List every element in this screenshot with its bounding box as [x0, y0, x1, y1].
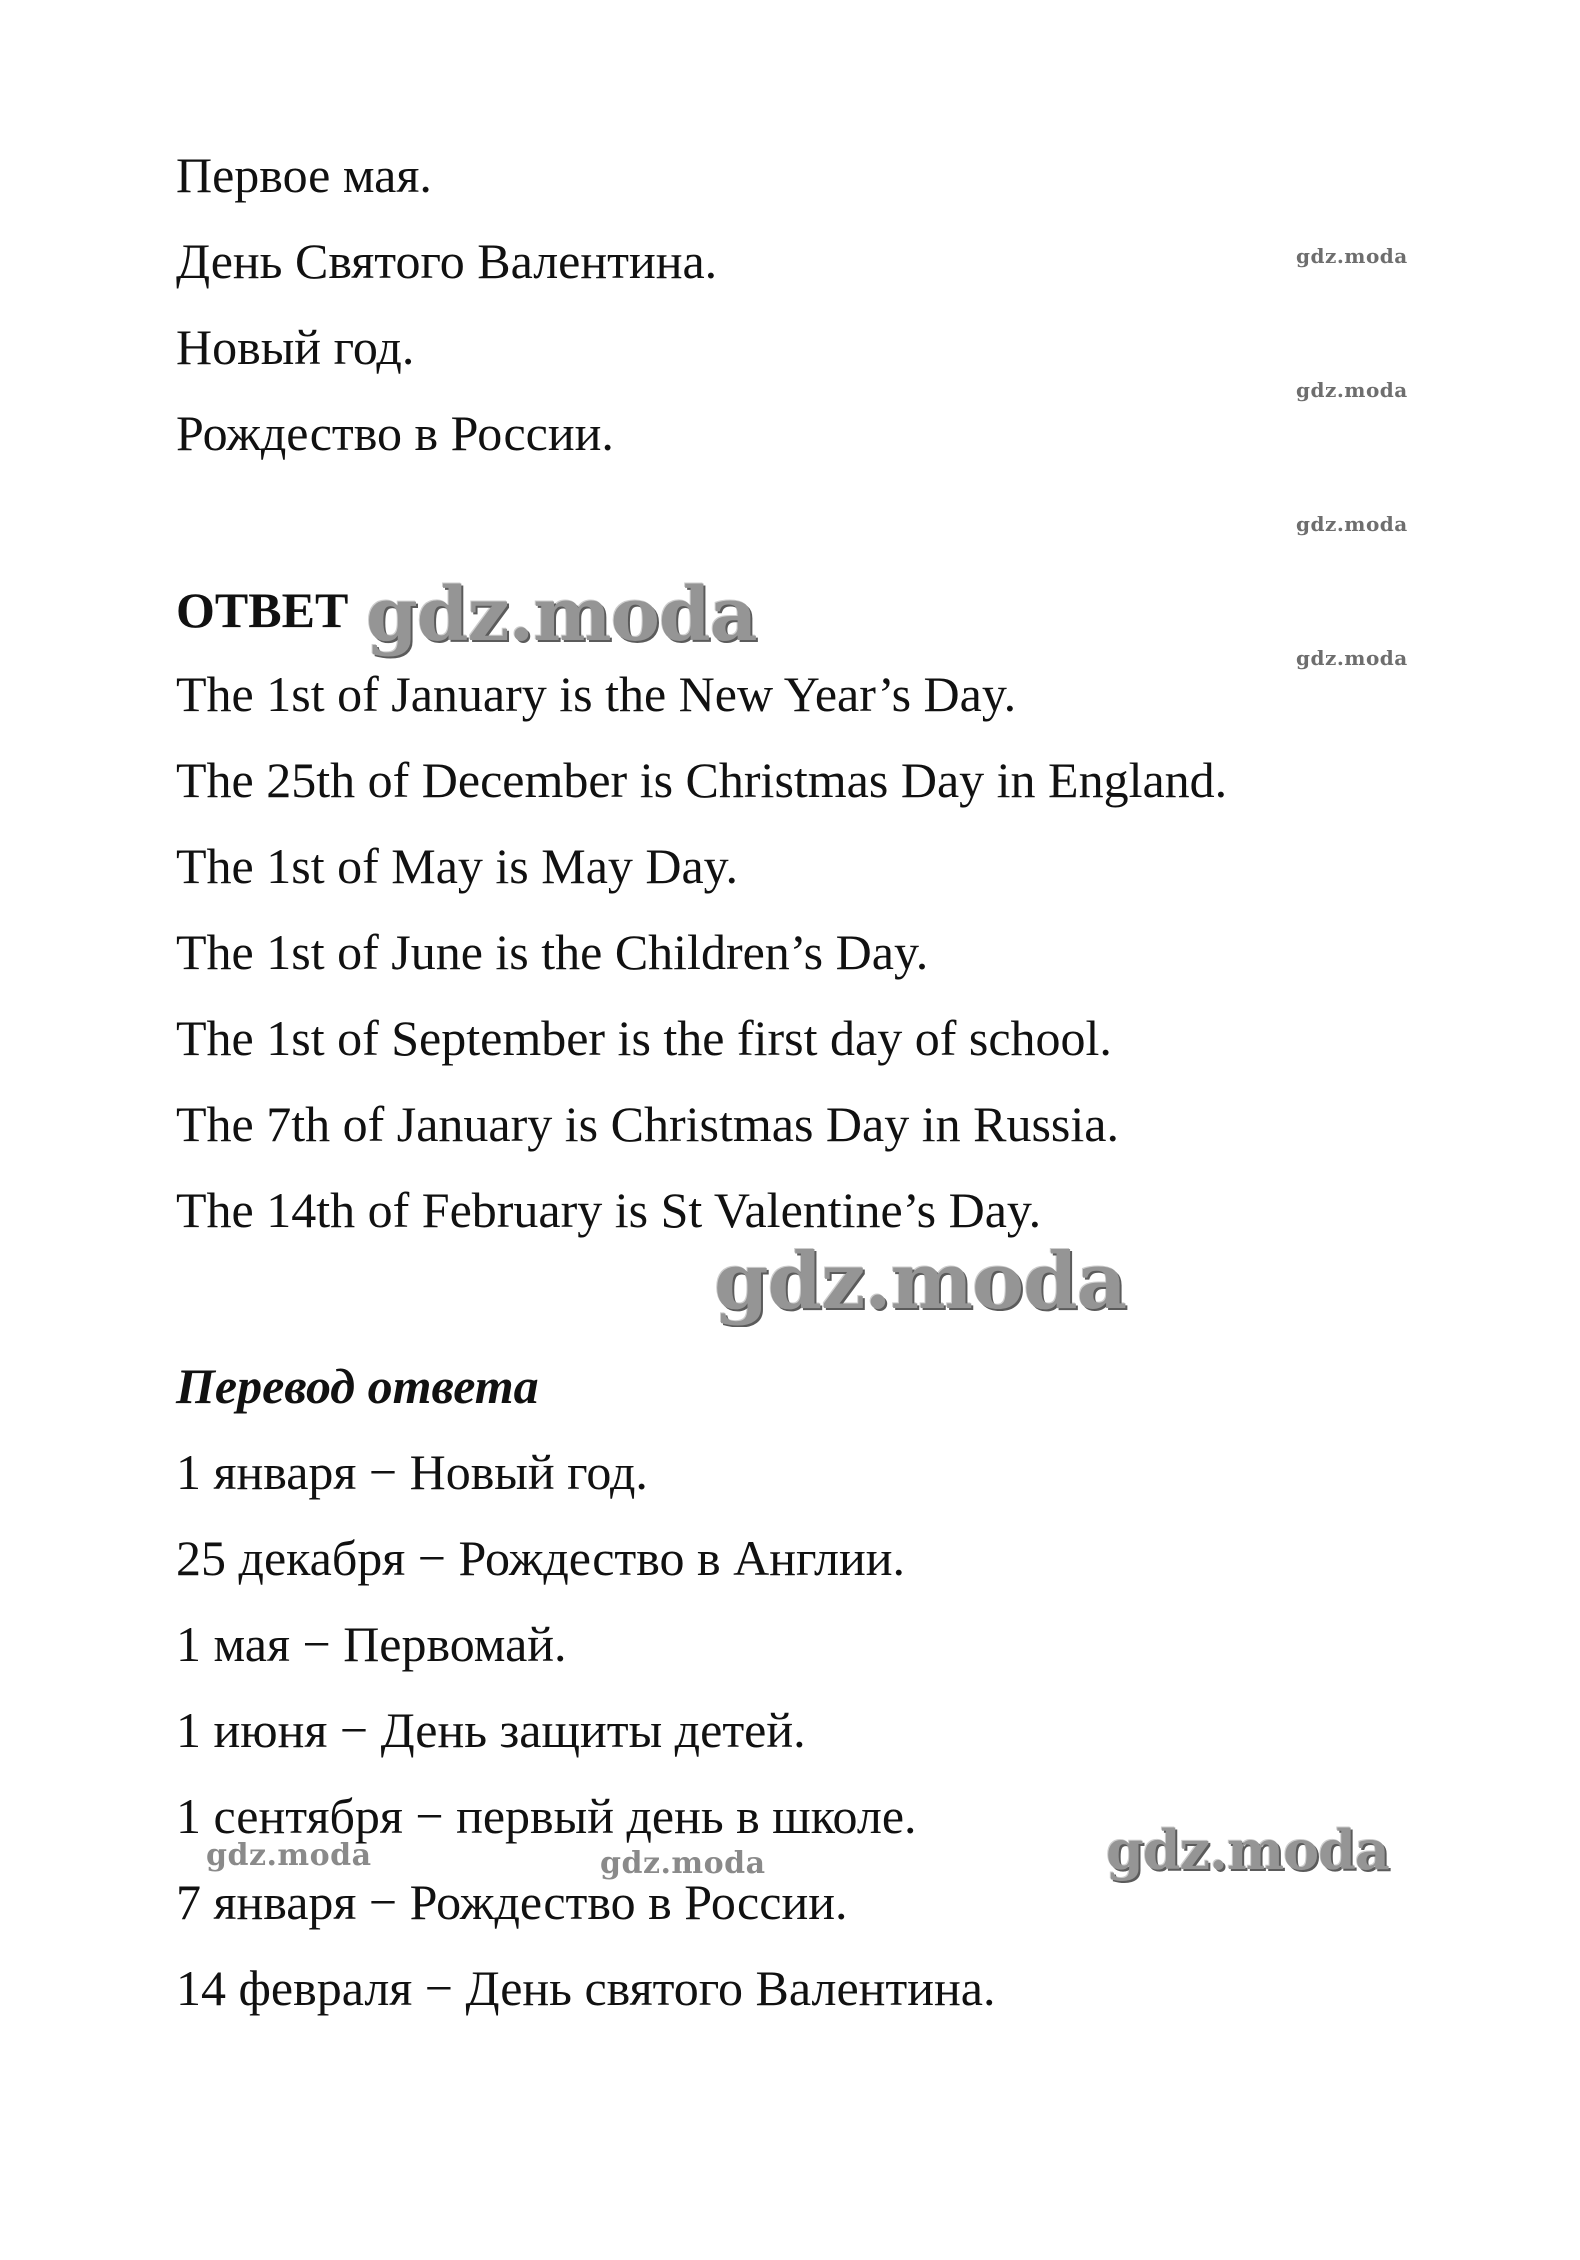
- translation-line: 7 января − Рождество в России.: [176, 1874, 848, 1930]
- watermark: gdz.moda: [1296, 378, 1408, 402]
- text-line: День Святого Валентина.: [176, 233, 718, 289]
- answer-line: The 1st of September is the first day of school.: [176, 1010, 1112, 1066]
- watermark: gdz.moda: [1296, 512, 1408, 536]
- translation-line: 1 января − Новый год.: [176, 1444, 648, 1500]
- watermark-logo: gdz.moda: [366, 572, 757, 658]
- answer-line: The 1st of January is the New Year’s Day.: [176, 666, 1017, 722]
- watermark: gdz.moda: [206, 1838, 372, 1873]
- watermark: gdz.moda: [1296, 646, 1408, 670]
- text-line: Первое мая.: [176, 147, 432, 203]
- watermark-logo: gdz.moda: [714, 1236, 1127, 1327]
- translation-line: 14 февраля − День святого Валентина.: [176, 1960, 996, 2016]
- text-line: Новый год.: [176, 319, 415, 375]
- translation-line: 1 мая − Первомай.: [176, 1616, 567, 1672]
- answer-line: The 25th of December is Christmas Day in England.: [176, 752, 1228, 808]
- answer-line: The 1st of May is May Day.: [176, 838, 738, 894]
- translation-heading: Перевод ответа: [176, 1358, 539, 1414]
- translation-line: 25 декабря − Рождество в Англии.: [176, 1530, 905, 1586]
- text-line: Рождество в России.: [176, 405, 614, 461]
- translation-line: 1 июня − День защиты детей.: [176, 1702, 806, 1758]
- answer-heading: ОТВЕТ: [176, 582, 349, 638]
- answer-line: The 14th of February is St Valentine’s Day.: [176, 1182, 1042, 1238]
- translation-line: 1 сентября − первый день в школе.: [176, 1788, 917, 1844]
- watermark-logo: gdz.moda: [1106, 1818, 1389, 1882]
- answer-line: The 7th of January is Christmas Day in Russia.: [176, 1096, 1119, 1152]
- answer-line: The 1st of June is the Children’s Day.: [176, 924, 929, 980]
- watermark: gdz.moda: [600, 1846, 766, 1881]
- watermark: gdz.moda: [1296, 244, 1408, 268]
